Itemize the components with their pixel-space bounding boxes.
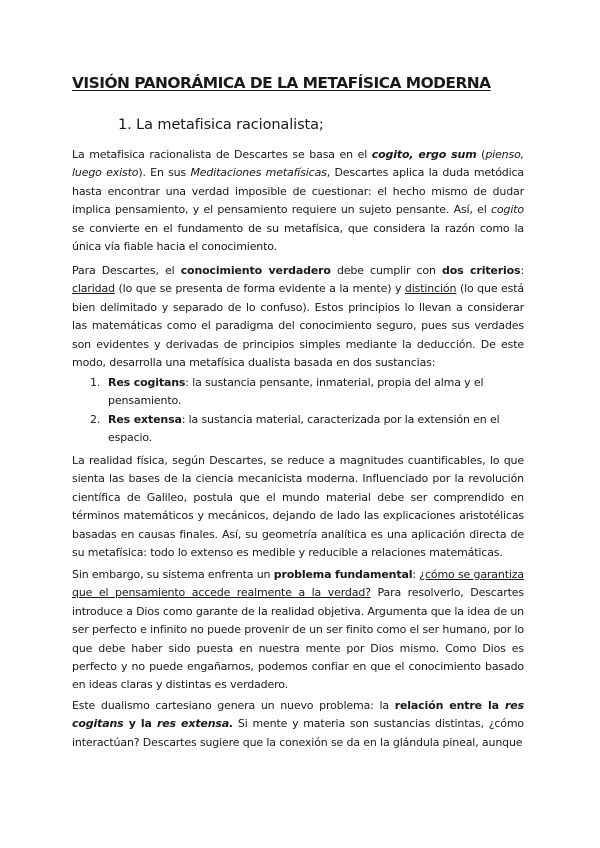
paragraph-problema <box>72 566 524 695</box>
list-term: Res cogitans <box>108 376 186 389</box>
bold-italic-term: res extensa. <box>156 717 234 731</box>
bold-term: dos criterios <box>442 264 521 277</box>
italic-term: Meditaciones metafísicas <box>190 166 327 180</box>
text: Este dualismo cartesiano genera un nuevo problema: la <box>72 699 395 712</box>
list-item <box>72 374 524 411</box>
underlined-term: distinción <box>404 282 457 296</box>
bold-term: y la <box>123 717 157 731</box>
italic-term: pienso, luego existo <box>72 148 524 180</box>
list-number: 1. <box>90 376 101 389</box>
text: ( <box>476 148 486 161</box>
list-item <box>72 411 524 448</box>
list-term: Res extensa <box>108 412 182 426</box>
list-desc: : la sustancia pensante, inmaterial, propia del alma y el pensamiento. <box>108 376 484 408</box>
text: debe cumplir con <box>330 264 443 277</box>
bold-term: relación entre la <box>394 699 506 712</box>
section-heading: 1. La metafisica racionalista; <box>118 117 324 133</box>
paragraph-realidad-fisica: La realidad física, según Descartes, se reduce a magnitudes cuantificables, lo que sienta las bases de la ciencia mecanicista moderna. Influenciado por la revolución científica de Galileo, postula que el mundo material debe ser comprendido en términos matemáticos y mecánicos, dejando de lado las explicaciones aristotélicas basadas en causas finales. Así, su geometría analítica es una aplicación directa de su metafísica: todo lo extenso es medible y reducible a relaciones matemáticas. <box>72 454 524 560</box>
substances-list <box>72 374 524 448</box>
bold-term: conocimiento verdadero <box>180 264 331 277</box>
text: (lo que se presenta de forma evidente a la mente) y <box>114 282 405 296</box>
text: ). En sus <box>138 166 191 180</box>
bold-italic-term: res cogitans <box>72 699 524 731</box>
text: Para Descartes, el <box>72 264 181 277</box>
text: La metafisica racionalista de Descartes se basa en el <box>72 148 372 161</box>
paragraph-dualismo <box>72 697 524 752</box>
text: Si mente y materia son sustancias distintas, ¿cómo interactúan? Descartes sugiere que la conexión se da en la glándula pineal, aunque <box>72 717 525 749</box>
text: Sin embargo, su sistema enfrenta un <box>72 568 274 581</box>
bold-term: problema fundamental <box>273 568 413 581</box>
bold-italic-term: cogito, ergo sum <box>371 148 477 161</box>
underlined-question: ¿cómo se garantiza que el pensamiento accede realmente a la verdad? <box>72 568 524 600</box>
text: Para resolverlo, Descartes introduce a Dios como garante de la realidad objetiva. Argumenta que la idea de un ser perfecto e infinito no puede provenir de un ser finito como el ser humano, por lo que debe haber sido puesta en nuestra mente por Dios mismo. Como Dios es perfecto y no puede engañarnos, podemos confiar en que el conocimiento basado en ideas claras y distintas es verdadero. <box>72 586 524 692</box>
italic-term: cogito <box>491 203 524 217</box>
text: , Descartes aplica la duda metódica hasta encontrar una verdad imposible de cuestionar: el hecho mismo de dudar implica pensamiento, y el pensamiento requiere un sujeto pensante. Así, el <box>72 166 525 217</box>
paragraph-criterios <box>72 262 524 372</box>
underlined-term: claridad <box>72 282 115 296</box>
paragraph-cogito <box>72 146 524 256</box>
list-number: 2. <box>90 412 101 426</box>
text: : <box>520 264 524 277</box>
text: : <box>412 568 420 581</box>
text: se convierte en el fundamento de su metafísica, que considera la razón como la única vía fiable hacia el conocimiento. <box>72 221 524 254</box>
document-title: VISIÓN PANORÁMICA DE LA METAFÍSICA MODERNA <box>72 74 491 92</box>
text: (lo que está bien delimitado y separado de lo confuso). Estos principios lo llevan a considerar las matemáticas como el paradigma del conocimiento seguro, pues sus verdades son evidentes y derivadas de principios simples mediante la deducción. De este modo, desarrolla una metafísica dualista basada en dos sustancias: <box>72 282 524 370</box>
list-desc: : la sustancia material, caracterizada por la extensión en el espacio. <box>108 412 500 445</box>
